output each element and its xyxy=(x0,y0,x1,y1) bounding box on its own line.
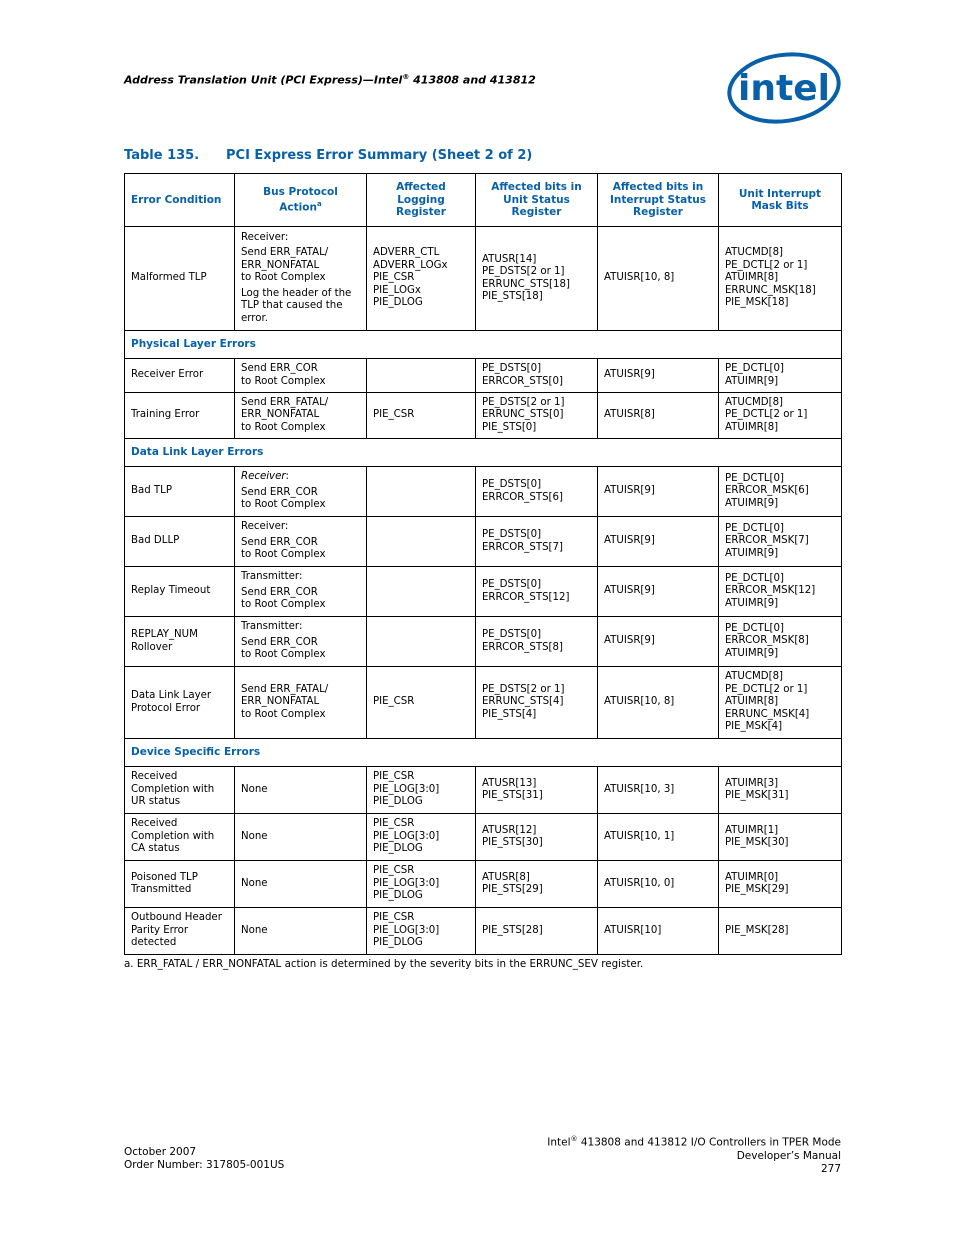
cell-line: Bad DLLP xyxy=(131,535,180,547)
cell-line: Received xyxy=(131,771,178,783)
cell-mask-bits xyxy=(719,227,842,331)
cell-line: ERRCOR_STS[6] xyxy=(482,491,563,503)
cell-interrupt-status xyxy=(598,814,719,861)
cell-unit-status xyxy=(476,467,598,517)
cell-line: Data Link Layer xyxy=(131,690,212,702)
cell-unit-status xyxy=(476,359,598,393)
cell-line: Poisoned TLP xyxy=(131,871,198,883)
cell-line: to Root Complex xyxy=(241,421,326,433)
cell-line: Register xyxy=(511,206,562,219)
cell-line: Send ERR_COR xyxy=(241,536,318,548)
cell-interrupt-status xyxy=(598,393,719,439)
cell-line: PIE_CSR xyxy=(373,771,415,783)
cell-mask-bits xyxy=(719,567,842,617)
cell-line: UR status xyxy=(131,796,181,808)
cell-line: ERR_NONFATAL xyxy=(241,409,320,421)
section-data-link-layer xyxy=(125,439,842,467)
cell-line: Transmitter: xyxy=(241,571,303,583)
cell-mask-bits xyxy=(719,861,842,908)
cell-line: Affected xyxy=(396,181,446,194)
cell-line: PIE_MSK[4] xyxy=(725,721,783,733)
cell-line: ADVERR_CTL xyxy=(373,247,440,259)
cell-mask-bits xyxy=(719,908,842,955)
cell-mask-bits xyxy=(719,767,842,814)
cell-line: PIE_CSR xyxy=(373,409,415,421)
cell-line: PIE_STS[4] xyxy=(482,708,537,720)
table-row xyxy=(125,359,842,393)
cell-line: Receiver: xyxy=(241,521,289,533)
cell-line: PIE_MSK[28] xyxy=(725,924,789,936)
cell-line: Affected bits in xyxy=(612,181,704,194)
cell-line: PE_DSTS[0] xyxy=(482,579,542,591)
col-header-unit-status xyxy=(476,174,598,227)
cell-interrupt-status xyxy=(598,617,719,667)
cell-line: Protocol Error xyxy=(131,702,201,714)
cell-line: to Root Complex xyxy=(241,272,326,284)
cell-line: ATUISR[9] xyxy=(604,485,655,497)
running-header: Address Translation Unit (PCI Express)—Intel® 413808 and 413812 xyxy=(124,73,536,87)
cell-line: Receiver Error xyxy=(131,369,204,381)
cell-bus-action xyxy=(235,393,367,439)
cell-line: Completion with xyxy=(131,830,215,842)
italic-label: Receiver xyxy=(241,471,286,483)
cell-line: None xyxy=(241,924,268,936)
cell-line: None xyxy=(241,783,268,795)
cell-line: CA status xyxy=(131,843,180,855)
cell-line: Log the header of the xyxy=(241,287,352,299)
cell-error-condition xyxy=(125,617,235,667)
cell-interrupt-status xyxy=(598,467,719,517)
cell-error-condition xyxy=(125,393,235,439)
cell-line: ERRCOR_MSK[7] xyxy=(725,535,809,547)
cell-line: ATUIMR[9] xyxy=(725,597,779,609)
cell-line: PIE_MSK[31] xyxy=(725,790,789,801)
table-row xyxy=(125,814,842,861)
cell-unit-status xyxy=(476,393,598,439)
cell-line: PIE_STS[29] xyxy=(482,884,543,895)
table-row xyxy=(125,861,842,908)
cell-line: Send ERR_COR xyxy=(241,363,318,375)
table-row xyxy=(125,517,842,567)
cell-bus-action xyxy=(235,908,367,955)
cell-line: PE_DCTL[0] xyxy=(725,572,784,584)
cell-unit-status xyxy=(476,227,598,331)
cell-line: PE_DSTS[0] xyxy=(482,363,542,375)
cell-line: ATUIMR[8] xyxy=(725,272,779,284)
cell-line: ATUSR[14] xyxy=(482,253,537,265)
cell-line: ERRUNC_MSK[18] xyxy=(725,284,816,296)
cell-interrupt-status xyxy=(598,667,719,739)
cell-line: ERRUNC_STS[0] xyxy=(482,409,564,421)
cell-line: Rollover xyxy=(131,641,173,653)
cell-line: Send ERR_COR xyxy=(241,636,318,648)
cell-line: PIE_DLOG xyxy=(373,843,423,855)
cell-line: TLP that caused the xyxy=(241,300,343,312)
cell-line: to Root Complex xyxy=(241,375,326,387)
cell-line: Transmitted xyxy=(131,884,192,895)
cell-line: PIE_LOG[3:0] xyxy=(373,924,440,936)
table-row xyxy=(125,667,842,739)
cell-line: ERRUNC_STS[18] xyxy=(482,278,570,290)
cell-line: ATUISR[10, 0] xyxy=(604,877,675,889)
cell-line: PIE_STS[0] xyxy=(482,421,537,433)
cell-line: Receiver: xyxy=(241,232,289,244)
cell-line: Affected bits in xyxy=(491,181,582,194)
cell-line: ATUISR[9] xyxy=(604,535,655,547)
cell-bus-action xyxy=(235,667,367,739)
table-header-row xyxy=(125,174,842,227)
cell-bus-action xyxy=(235,567,367,617)
cell-error-condition xyxy=(125,517,235,567)
cell-line: ATUISR[9] xyxy=(604,635,655,647)
cell-line: to Root Complex xyxy=(241,499,326,511)
cell-unit-status xyxy=(476,908,598,955)
cell-error-condition xyxy=(125,359,235,393)
cell-line: PIE_CSR xyxy=(373,272,415,284)
cell-bus-action xyxy=(235,814,367,861)
cell-line: ERRCOR_MSK[12] xyxy=(725,585,816,597)
cell-line: ERRCOR_STS[12] xyxy=(482,591,570,603)
cell-mask-bits xyxy=(719,814,842,861)
cell-line: ATUISR[10, 3] xyxy=(604,783,675,795)
cell-line: PE_DCTL[0] xyxy=(725,363,784,375)
cell-line: Bad TLP xyxy=(131,485,172,497)
cell-line: PIE_CSR xyxy=(373,912,415,924)
cell-mask-bits xyxy=(719,359,842,393)
cell-line: PIE_MSK[18] xyxy=(725,297,789,309)
cell-logging-register xyxy=(367,861,476,908)
cell-interrupt-status xyxy=(598,861,719,908)
cell-line: ERRCOR_STS[7] xyxy=(482,541,563,553)
section-physical-layer xyxy=(125,331,842,359)
cell-line: ATUIMR[0] xyxy=(725,871,779,883)
cell-bus-action xyxy=(235,517,367,567)
cell-line: ATUIMR[9] xyxy=(725,375,779,387)
cell-interrupt-status xyxy=(598,517,719,567)
cell-logging-register xyxy=(367,359,476,393)
cell-interrupt-status xyxy=(598,908,719,955)
cell-line: PE_DCTL[2 or 1] xyxy=(725,259,808,271)
cell-interrupt-status xyxy=(598,227,719,331)
footer-date: October 2007 xyxy=(124,1146,197,1158)
svg-text:intel: intel xyxy=(738,68,830,109)
cell-logging-register xyxy=(367,814,476,861)
footer-manual: Developer’s Manual xyxy=(736,1149,841,1162)
cell-error-condition xyxy=(125,667,235,739)
cell-unit-status xyxy=(476,517,598,567)
footer-product: Intel® 413808 and 413812 I/O Controllers in TPER Mode xyxy=(547,1135,841,1149)
table-row xyxy=(125,617,842,667)
cell-line: PE_DSTS[0] xyxy=(482,629,542,641)
cell-line: Unit Status xyxy=(503,193,570,206)
cell-logging-register xyxy=(367,767,476,814)
footer-order-number: Order Number: 317805-001US xyxy=(124,1159,285,1171)
cell-line: PE_DCTL[0] xyxy=(725,522,784,534)
cell-line: detected xyxy=(131,937,177,949)
cell-line: ATUIMR[9] xyxy=(725,547,779,559)
table-footnote: a. ERR_FATAL / ERR_NONFATAL action is determined by the severity bits in the ERRUNC_SEV register. xyxy=(124,958,644,970)
cell-bus-action xyxy=(235,467,367,517)
cell-line: PE_DCTL[0] xyxy=(725,622,784,634)
cell-logging-register xyxy=(367,667,476,739)
cell-line: ATUCMD[8] xyxy=(725,396,784,408)
cell-unit-status xyxy=(476,767,598,814)
cell-mask-bits xyxy=(719,467,842,517)
cell-line: ERRCOR_STS[0] xyxy=(482,375,563,387)
cell-line: PE_DSTS[2 or 1] xyxy=(482,266,565,278)
cell-error-condition xyxy=(125,908,235,955)
table-row xyxy=(125,908,842,955)
cell-line: ATUISR[9] xyxy=(604,369,655,381)
cell-line: ATUISR[8] xyxy=(604,409,655,421)
cell-line: ERRCOR_MSK[6] xyxy=(725,485,809,497)
section-label: Data Link Layer Errors xyxy=(125,439,842,467)
cell-line: PIE_DLOG xyxy=(373,890,423,902)
cell-unit-status xyxy=(476,567,598,617)
cell-line: PE_DCTL[2 or 1] xyxy=(725,409,808,421)
cell-line: Interrupt Status xyxy=(610,193,706,206)
cell-line: to Root Complex xyxy=(241,549,326,561)
cell-line: PIE_STS[30] xyxy=(482,837,543,848)
cell-error-condition xyxy=(125,567,235,617)
cell-bus-action xyxy=(235,617,367,667)
table-title: Table 135. PCI Express Error Summary (Sheet 2 of 2) xyxy=(124,148,533,163)
cell-line: ERRCOR_MSK[8] xyxy=(725,635,809,647)
cell-bus-action xyxy=(235,861,367,908)
cell-line: Send ERR_FATAL/ xyxy=(241,396,329,408)
cell-line: PIE_MSK[29] xyxy=(725,884,789,895)
cell-line: Mask Bits xyxy=(751,200,809,212)
cell-error-condition xyxy=(125,814,235,861)
cell-line: ATUISR[9] xyxy=(604,585,655,597)
cell-line: ADVERR_LOGx xyxy=(373,259,448,271)
cell-line: Malformed TLP xyxy=(131,272,207,284)
cell-line: Parity Error xyxy=(131,924,189,936)
cell-line: Received xyxy=(131,818,178,830)
cell-line: ATUSR[12] xyxy=(482,824,537,836)
cell-mask-bits xyxy=(719,393,842,439)
cell-unit-status xyxy=(476,814,598,861)
col-header-mask-bits xyxy=(719,174,842,227)
cell-line: Register xyxy=(396,206,446,219)
cell-bus-action xyxy=(235,359,367,393)
cell-error-condition xyxy=(125,767,235,814)
cell-unit-status xyxy=(476,667,598,739)
cell-line: Register xyxy=(633,206,683,219)
cell-line: ERRUNC_STS[4] xyxy=(482,696,564,708)
cell-line: Send ERR_COR xyxy=(241,586,318,598)
cell-logging-register xyxy=(367,908,476,955)
cell-mask-bits xyxy=(719,667,842,739)
footer-left xyxy=(124,1146,284,1172)
cell-line: REPLAY_NUM xyxy=(131,629,198,641)
footer-right xyxy=(547,1133,841,1176)
cell-mask-bits xyxy=(719,517,842,567)
cell-line: ATUSR[8] xyxy=(482,871,530,883)
cell-unit-status xyxy=(476,617,598,667)
cell-line: ERR_NONFATAL xyxy=(241,259,320,271)
cell-line: PIE_LOGx xyxy=(373,284,421,296)
cell-logging-register xyxy=(367,467,476,517)
cell-interrupt-status xyxy=(598,567,719,617)
cell-interrupt-status xyxy=(598,767,719,814)
cell-logging-register xyxy=(367,227,476,331)
cell-line: ATUIMR[8] xyxy=(725,421,779,433)
table-row xyxy=(125,567,842,617)
cell-interrupt-status xyxy=(598,359,719,393)
cell-line: Send ERR_FATAL/ xyxy=(241,247,329,259)
cell-line: to Root Complex xyxy=(241,649,326,661)
cell-line: PIE_STS[28] xyxy=(482,924,543,936)
cell-line: PE_DCTL[2 or 1] xyxy=(725,683,808,695)
intel-logo xyxy=(726,50,842,126)
table-row xyxy=(125,393,842,439)
cell-error-condition xyxy=(125,467,235,517)
cell-line: ERRUNC_MSK[4] xyxy=(725,708,810,720)
cell-line: Transmitter: xyxy=(241,621,303,633)
cell-error-condition xyxy=(125,861,235,908)
cell-logging-register xyxy=(367,393,476,439)
cell-mask-bits xyxy=(719,617,842,667)
cell-line: Outbound Header xyxy=(131,912,222,924)
cell-line: None xyxy=(241,877,268,889)
cell-line: ERRCOR_STS[8] xyxy=(482,641,563,653)
cell-line: ATUISR[10, 8] xyxy=(604,272,675,284)
cell-line: PE_DSTS[0] xyxy=(482,529,542,541)
cell-line: PIE_CSR xyxy=(373,818,415,830)
page-number: 277 xyxy=(820,1162,841,1175)
cell-line: PIE_STS[31] xyxy=(482,790,543,801)
cell-logging-register xyxy=(367,617,476,667)
cell-logging-register xyxy=(367,567,476,617)
cell-line: ATUCMD[8] xyxy=(725,671,784,683)
cell-line: to Root Complex xyxy=(241,599,326,611)
cell-line: PIE_MSK[30] xyxy=(725,837,789,848)
cell-line: Send ERR_FATAL/ xyxy=(241,683,329,695)
cell-line xyxy=(241,471,360,483)
cell-logging-register xyxy=(367,517,476,567)
cell-line: PIE_CSR xyxy=(373,865,415,877)
cell-line: ATUIMR[9] xyxy=(725,647,779,659)
error-summary-table xyxy=(124,173,842,955)
section-device-specific xyxy=(125,739,842,767)
cell-line: PIE_LOG[3:0] xyxy=(373,783,440,795)
cell-line: Completion with xyxy=(131,783,215,795)
cell-line: None xyxy=(241,830,268,842)
col-header-logging-register xyxy=(367,174,476,227)
cell-line: to Root Complex xyxy=(241,708,326,720)
label-suffix: : xyxy=(285,471,289,483)
cell-line: ATUISR[10, 1] xyxy=(604,830,675,842)
cell-line: ATUISR[10] xyxy=(604,924,662,936)
cell-line: PIE_LOG[3:0] xyxy=(373,830,440,842)
cell-line: PIE_STS[18] xyxy=(482,290,543,302)
cell-line: PIE_CSR xyxy=(373,696,415,708)
cell-line: PIE_DLOG xyxy=(373,297,423,309)
cell-bus-action xyxy=(235,767,367,814)
cell-line: ATUISR[10, 8] xyxy=(604,696,675,708)
cell-line: Send ERR_COR xyxy=(241,486,318,498)
col-header-interrupt-status xyxy=(598,174,719,227)
cell-line: error. xyxy=(241,312,268,324)
cell-line: PE_DSTS[0] xyxy=(482,479,542,491)
col-header-error-condition: Error Condition xyxy=(125,174,235,227)
table-row xyxy=(125,227,842,331)
cell-line: PE_DSTS[2 or 1] xyxy=(482,396,565,408)
cell-line: Replay Timeout xyxy=(131,585,211,597)
cell-line: PIE_LOG[3:0] xyxy=(373,877,440,889)
cell-line: ATUCMD[8] xyxy=(725,247,784,259)
cell-line: ATUSR[13] xyxy=(482,777,537,789)
cell-line: PE_DSTS[2 or 1] xyxy=(482,683,565,695)
cell-line: PIE_DLOG xyxy=(373,937,423,949)
cell-line: ATUIMR[9] xyxy=(725,497,779,509)
cell-line: Logging xyxy=(397,193,445,206)
cell-unit-status xyxy=(476,861,598,908)
col-header-bus-protocol-action: Bus Protocol Action$^a$ xyxy=(235,174,367,227)
cell-line: ATUIMR[3] xyxy=(725,777,779,789)
table-row xyxy=(125,767,842,814)
cell-line: Training Error xyxy=(131,409,200,421)
cell-bus-action xyxy=(235,227,367,331)
cell-error-condition xyxy=(125,227,235,331)
cell-line: PE_DCTL[0] xyxy=(725,472,784,484)
table-row xyxy=(125,467,842,517)
section-label: Device Specific Errors xyxy=(125,739,842,767)
cell-line: ERR_NONFATAL xyxy=(241,696,320,708)
cell-line: ATUIMR[1] xyxy=(725,824,779,836)
section-label: Physical Layer Errors xyxy=(125,331,842,359)
cell-line: ATUIMR[8] xyxy=(725,696,779,708)
cell-line: PIE_DLOG xyxy=(373,796,423,808)
cell-line: Unit Interrupt xyxy=(738,187,822,200)
